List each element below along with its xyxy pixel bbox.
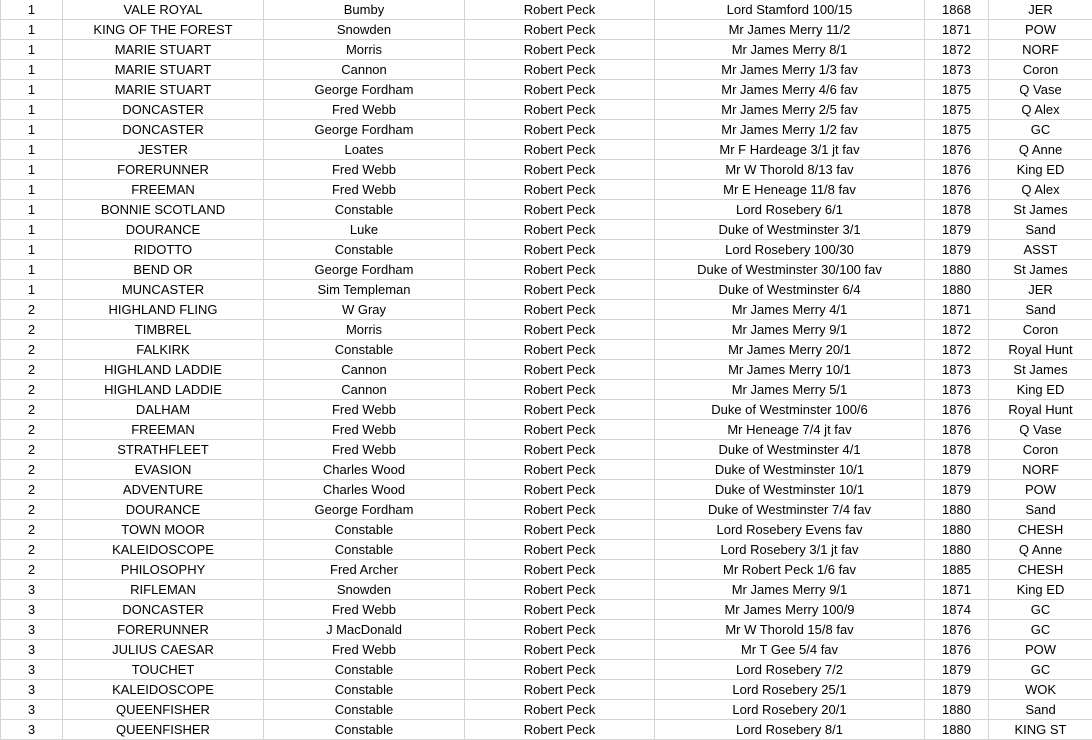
owner-odds-cell[interactable]: Mr James Merry 1/3 fav (655, 60, 925, 80)
race-cell[interactable]: St James (989, 260, 1092, 280)
year-cell[interactable]: 1874 (925, 600, 989, 620)
trainer-cell[interactable]: Robert Peck (465, 260, 655, 280)
table-row (1, 680, 1092, 700)
owner-odds-cell[interactable]: Lord Rosebery 25/1 (655, 680, 925, 700)
year-cell[interactable]: 1878 (925, 440, 989, 460)
year-cell[interactable]: 1875 (925, 120, 989, 140)
year-cell[interactable]: 1880 (925, 280, 989, 300)
race-cell[interactable]: St James (989, 360, 1092, 380)
horse-cell[interactable]: FALKIRK (63, 340, 264, 360)
race-cell[interactable]: Royal Hunt (989, 340, 1092, 360)
race-cell[interactable]: King ED (989, 580, 1092, 600)
race-cell[interactable]: KING ST (989, 720, 1092, 740)
position-cell[interactable]: 1 (1, 220, 63, 240)
owner-odds-cell[interactable]: Lord Rosebery 20/1 (655, 700, 925, 720)
jockey-cell[interactable]: Fred Webb (264, 160, 465, 180)
race-cell[interactable]: GC (989, 120, 1092, 140)
position-cell[interactable]: 2 (1, 480, 63, 500)
position-cell[interactable]: 1 (1, 260, 63, 280)
table-row (1, 160, 1092, 180)
table-row (1, 480, 1092, 500)
table-row (1, 300, 1092, 320)
owner-odds-cell[interactable]: Mr James Merry 4/6 fav (655, 80, 925, 100)
horse-cell[interactable]: DONCASTER (63, 600, 264, 620)
position-cell[interactable]: 2 (1, 320, 63, 340)
year-cell[interactable]: 1871 (925, 20, 989, 40)
year-cell[interactable]: 1875 (925, 100, 989, 120)
jockey-cell[interactable]: Morris (264, 320, 465, 340)
owner-odds-cell[interactable]: Duke of Westminster 30/100 fav (655, 260, 925, 280)
jockey-cell[interactable]: Constable (264, 720, 465, 740)
jockey-cell[interactable]: Fred Webb (264, 100, 465, 120)
year-cell[interactable]: 1872 (925, 340, 989, 360)
jockey-cell[interactable]: Constable (264, 520, 465, 540)
horse-cell[interactable]: EVASION (63, 460, 264, 480)
jockey-cell[interactable]: Constable (264, 540, 465, 560)
owner-odds-cell[interactable]: Lord Rosebery Evens fav (655, 520, 925, 540)
owner-odds-cell[interactable]: Mr W Thorold 8/13 fav (655, 160, 925, 180)
jockey-cell[interactable]: Constable (264, 660, 465, 680)
table-row (1, 520, 1092, 540)
owner-odds-cell[interactable]: Mr James Merry 10/1 (655, 360, 925, 380)
trainer-cell[interactable]: Robert Peck (465, 680, 655, 700)
position-cell[interactable]: 1 (1, 180, 63, 200)
race-cell[interactable]: Sand (989, 500, 1092, 520)
year-cell[interactable]: 1871 (925, 300, 989, 320)
horse-cell[interactable]: FORERUNNER (63, 620, 264, 640)
race-cell[interactable]: Royal Hunt (989, 400, 1092, 420)
horse-cell[interactable]: KING OF THE FOREST (63, 20, 264, 40)
owner-odds-cell[interactable]: Lord Rosebery 6/1 (655, 200, 925, 220)
position-cell[interactable]: 1 (1, 100, 63, 120)
year-cell[interactable]: 1879 (925, 480, 989, 500)
horse-cell[interactable]: MARIE STUART (63, 60, 264, 80)
table-row (1, 240, 1092, 260)
horse-cell[interactable]: QUEENFISHER (63, 700, 264, 720)
horse-cell[interactable]: BONNIE SCOTLAND (63, 200, 264, 220)
owner-odds-cell[interactable]: Mr W Thorold 15/8 fav (655, 620, 925, 640)
position-cell[interactable]: 3 (1, 620, 63, 640)
trainer-cell[interactable]: Robert Peck (465, 200, 655, 220)
table-row (1, 120, 1092, 140)
race-cell[interactable]: Sand (989, 220, 1092, 240)
trainer-cell[interactable]: Robert Peck (465, 160, 655, 180)
race-cell[interactable]: Q Vase (989, 80, 1092, 100)
year-cell[interactable]: 1879 (925, 660, 989, 680)
year-cell[interactable]: 1880 (925, 520, 989, 540)
horse-cell[interactable]: HIGHLAND FLING (63, 300, 264, 320)
owner-odds-cell[interactable]: Lord Stamford 100/15 (655, 0, 925, 20)
year-cell[interactable]: 1876 (925, 400, 989, 420)
trainer-cell[interactable]: Robert Peck (465, 560, 655, 580)
horse-cell[interactable]: DALHAM (63, 400, 264, 420)
table-row (1, 360, 1092, 380)
trainer-cell[interactable]: Robert Peck (465, 80, 655, 100)
year-cell[interactable]: 1876 (925, 420, 989, 440)
owner-odds-cell[interactable]: Lord Rosebery 100/30 (655, 240, 925, 260)
trainer-cell[interactable]: Robert Peck (465, 400, 655, 420)
year-cell[interactable]: 1876 (925, 180, 989, 200)
table-row (1, 600, 1092, 620)
race-cell[interactable]: JER (989, 280, 1092, 300)
owner-odds-cell[interactable]: Duke of Westminster 10/1 (655, 460, 925, 480)
owner-odds-cell[interactable]: Lord Rosebery 8/1 (655, 720, 925, 740)
position-cell[interactable]: 3 (1, 680, 63, 700)
table-row (1, 620, 1092, 640)
year-cell[interactable]: 1876 (925, 620, 989, 640)
trainer-cell[interactable]: Robert Peck (465, 220, 655, 240)
race-cell[interactable]: Q Alex (989, 180, 1092, 200)
race-cell[interactable]: CHESH (989, 560, 1092, 580)
owner-odds-cell[interactable]: Mr James Merry 9/1 (655, 320, 925, 340)
trainer-cell[interactable]: Robert Peck (465, 340, 655, 360)
trainer-cell[interactable]: Robert Peck (465, 320, 655, 340)
trainer-cell[interactable]: Robert Peck (465, 420, 655, 440)
jockey-cell[interactable]: Snowden (264, 20, 465, 40)
jockey-cell[interactable]: Cannon (264, 60, 465, 80)
trainer-cell[interactable]: Robert Peck (465, 600, 655, 620)
trainer-cell[interactable]: Robert Peck (465, 440, 655, 460)
owner-odds-cell[interactable]: Duke of Westminster 3/1 (655, 220, 925, 240)
owner-odds-cell[interactable]: Mr James Merry 9/1 (655, 580, 925, 600)
horse-cell[interactable]: ADVENTURE (63, 480, 264, 500)
jockey-cell[interactable]: Luke (264, 220, 465, 240)
owner-odds-cell[interactable]: Mr James Merry 5/1 (655, 380, 925, 400)
trainer-cell[interactable]: Robert Peck (465, 480, 655, 500)
race-cell[interactable]: Q Alex (989, 100, 1092, 120)
year-cell[interactable]: 1872 (925, 40, 989, 60)
trainer-cell[interactable]: Robert Peck (465, 120, 655, 140)
year-cell[interactable]: 1876 (925, 640, 989, 660)
race-cell[interactable]: Coron (989, 440, 1092, 460)
owner-odds-cell[interactable]: Mr James Merry 1/2 fav (655, 120, 925, 140)
table-row (1, 500, 1092, 520)
owner-odds-cell[interactable]: Mr F Hardeage 3/1 jt fav (655, 140, 925, 160)
horse-cell[interactable]: FORERUNNER (63, 160, 264, 180)
table-row (1, 140, 1092, 160)
year-cell[interactable]: 1879 (925, 460, 989, 480)
position-cell[interactable]: 2 (1, 340, 63, 360)
trainer-cell[interactable]: Robert Peck (465, 360, 655, 380)
horse-cell[interactable]: PHILOSOPHY (63, 560, 264, 580)
jockey-cell[interactable]: Constable (264, 240, 465, 260)
position-cell[interactable]: 2 (1, 360, 63, 380)
horse-cell[interactable]: TOWN MOOR (63, 520, 264, 540)
trainer-cell[interactable]: Robert Peck (465, 500, 655, 520)
position-cell[interactable]: 1 (1, 240, 63, 260)
position-cell[interactable]: 3 (1, 720, 63, 740)
position-cell[interactable]: 3 (1, 700, 63, 720)
trainer-cell[interactable]: Robert Peck (465, 580, 655, 600)
race-cell[interactable]: CHESH (989, 520, 1092, 540)
race-cell[interactable]: JER (989, 0, 1092, 20)
race-cell[interactable]: Q Anne (989, 540, 1092, 560)
owner-odds-cell[interactable]: Lord Rosebery 3/1 jt fav (655, 540, 925, 560)
trainer-cell[interactable]: Robert Peck (465, 280, 655, 300)
jockey-cell[interactable]: Loates (264, 140, 465, 160)
horse-cell[interactable]: MARIE STUART (63, 40, 264, 60)
horse-cell[interactable]: KALEIDOSCOPE (63, 540, 264, 560)
horse-cell[interactable]: VALE ROYAL (63, 0, 264, 20)
table-row (1, 60, 1092, 80)
jockey-cell[interactable]: Fred Webb (264, 640, 465, 660)
position-cell[interactable]: 2 (1, 440, 63, 460)
jockey-cell[interactable]: Constable (264, 200, 465, 220)
owner-odds-cell[interactable]: Mr James Merry 8/1 (655, 40, 925, 60)
jockey-cell[interactable]: J MacDonald (264, 620, 465, 640)
owner-odds-cell[interactable]: Mr James Merry 100/9 (655, 600, 925, 620)
race-cell[interactable]: POW (989, 640, 1092, 660)
owner-odds-cell[interactable]: Duke of Westminster 4/1 (655, 440, 925, 460)
jockey-cell[interactable]: Charles Wood (264, 460, 465, 480)
position-cell[interactable]: 1 (1, 40, 63, 60)
jockey-cell[interactable]: Charles Wood (264, 480, 465, 500)
race-cell[interactable]: GC (989, 600, 1092, 620)
trainer-cell[interactable]: Robert Peck (465, 620, 655, 640)
table-row (1, 460, 1092, 480)
year-cell[interactable]: 1873 (925, 360, 989, 380)
table-row (1, 700, 1092, 720)
position-cell[interactable]: 1 (1, 80, 63, 100)
position-cell[interactable]: 1 (1, 280, 63, 300)
trainer-cell[interactable]: Robert Peck (465, 660, 655, 680)
position-cell[interactable]: 3 (1, 580, 63, 600)
jockey-cell[interactable]: Snowden (264, 580, 465, 600)
horse-cell[interactable]: KALEIDOSCOPE (63, 680, 264, 700)
horse-cell[interactable]: MARIE STUART (63, 80, 264, 100)
owner-odds-cell[interactable]: Duke of Westminster 6/4 (655, 280, 925, 300)
horse-cell[interactable]: RIDOTTO (63, 240, 264, 260)
trainer-cell[interactable]: Robert Peck (465, 20, 655, 40)
trainer-cell[interactable]: Robert Peck (465, 40, 655, 60)
race-cell[interactable]: ASST (989, 240, 1092, 260)
trainer-cell[interactable]: Robert Peck (465, 700, 655, 720)
position-cell[interactable]: 2 (1, 400, 63, 420)
race-cell[interactable]: POW (989, 20, 1092, 40)
owner-odds-cell[interactable]: Duke of Westminster 10/1 (655, 480, 925, 500)
race-cell[interactable]: Q Vase (989, 420, 1092, 440)
race-cell[interactable]: Coron (989, 60, 1092, 80)
year-cell[interactable]: 1885 (925, 560, 989, 580)
jockey-cell[interactable]: Constable (264, 680, 465, 700)
race-cell[interactable]: Sand (989, 300, 1092, 320)
position-cell[interactable]: 3 (1, 640, 63, 660)
table-row (1, 100, 1092, 120)
table-row (1, 420, 1092, 440)
year-cell[interactable]: 1880 (925, 260, 989, 280)
jockey-cell[interactable]: Fred Webb (264, 420, 465, 440)
table-row (1, 80, 1092, 100)
position-cell[interactable]: 1 (1, 20, 63, 40)
year-cell[interactable]: 1879 (925, 240, 989, 260)
jockey-cell[interactable]: Bumby (264, 0, 465, 20)
table-row (1, 220, 1092, 240)
horse-cell[interactable]: JESTER (63, 140, 264, 160)
year-cell[interactable]: 1879 (925, 220, 989, 240)
jockey-cell[interactable]: Fred Webb (264, 400, 465, 420)
year-cell[interactable]: 1880 (925, 700, 989, 720)
jockey-cell[interactable]: Fred Archer (264, 560, 465, 580)
race-cell[interactable]: Q Anne (989, 140, 1092, 160)
trainer-cell[interactable]: Robert Peck (465, 720, 655, 740)
horse-cell[interactable]: BEND OR (63, 260, 264, 280)
table-row (1, 260, 1092, 280)
jockey-cell[interactable]: Sim Templeman (264, 280, 465, 300)
jockey-cell[interactable]: George Fordham (264, 500, 465, 520)
horse-cell[interactable]: HIGHLAND LADDIE (63, 360, 264, 380)
horse-cell[interactable]: HIGHLAND LADDIE (63, 380, 264, 400)
horse-cell[interactable]: DONCASTER (63, 100, 264, 120)
race-cell[interactable]: NORF (989, 460, 1092, 480)
position-cell[interactable]: 2 (1, 520, 63, 540)
race-cell[interactable]: Sand (989, 700, 1092, 720)
year-cell[interactable]: 1876 (925, 160, 989, 180)
owner-odds-cell[interactable]: Duke of Westminster 100/6 (655, 400, 925, 420)
year-cell[interactable]: 1875 (925, 80, 989, 100)
race-cell[interactable]: POW (989, 480, 1092, 500)
owner-odds-cell[interactable]: Duke of Westminster 7/4 fav (655, 500, 925, 520)
horse-cell[interactable]: STRATHFLEET (63, 440, 264, 460)
trainer-cell[interactable]: Robert Peck (465, 300, 655, 320)
table-row (1, 720, 1092, 740)
jockey-cell[interactable]: Fred Webb (264, 600, 465, 620)
trainer-cell[interactable]: Robert Peck (465, 140, 655, 160)
horse-cell[interactable]: FREEMAN (63, 180, 264, 200)
table-row (1, 380, 1092, 400)
table-row (1, 200, 1092, 220)
race-cell[interactable]: King ED (989, 380, 1092, 400)
horse-cell[interactable]: DONCASTER (63, 120, 264, 140)
owner-odds-cell[interactable]: Mr T Gee 5/4 fav (655, 640, 925, 660)
table-row (1, 40, 1092, 60)
year-cell[interactable]: 1871 (925, 580, 989, 600)
owner-odds-cell[interactable]: Mr E Heneage 11/8 fav (655, 180, 925, 200)
position-cell[interactable]: 1 (1, 140, 63, 160)
position-cell[interactable]: 1 (1, 120, 63, 140)
year-cell[interactable]: 1873 (925, 60, 989, 80)
trainer-cell[interactable]: Robert Peck (465, 380, 655, 400)
position-cell[interactable]: 2 (1, 460, 63, 480)
trainer-cell[interactable]: Robert Peck (465, 60, 655, 80)
trainer-cell[interactable]: Robert Peck (465, 640, 655, 660)
jockey-cell[interactable]: Fred Webb (264, 440, 465, 460)
table-row (1, 400, 1092, 420)
year-cell[interactable]: 1880 (925, 720, 989, 740)
year-cell[interactable]: 1872 (925, 320, 989, 340)
jockey-cell[interactable]: George Fordham (264, 120, 465, 140)
trainer-cell[interactable]: Robert Peck (465, 100, 655, 120)
year-cell[interactable]: 1873 (925, 380, 989, 400)
year-cell[interactable]: 1880 (925, 500, 989, 520)
owner-odds-cell[interactable]: Lord Rosebery 7/2 (655, 660, 925, 680)
year-cell[interactable]: 1879 (925, 680, 989, 700)
year-cell[interactable]: 1880 (925, 540, 989, 560)
horse-cell[interactable]: FREEMAN (63, 420, 264, 440)
jockey-cell[interactable]: George Fordham (264, 80, 465, 100)
jockey-cell[interactable]: Cannon (264, 380, 465, 400)
spreadsheet-body (1, 0, 1092, 740)
position-cell[interactable]: 2 (1, 540, 63, 560)
jockey-cell[interactable]: Constable (264, 700, 465, 720)
trainer-cell[interactable]: Robert Peck (465, 540, 655, 560)
position-cell[interactable]: 2 (1, 420, 63, 440)
trainer-cell[interactable]: Robert Peck (465, 240, 655, 260)
race-cell[interactable]: GC (989, 620, 1092, 640)
jockey-cell[interactable]: Constable (264, 340, 465, 360)
table-row (1, 180, 1092, 200)
trainer-cell[interactable]: Robert Peck (465, 520, 655, 540)
year-cell[interactable]: 1868 (925, 0, 989, 20)
owner-odds-cell[interactable]: Mr James Merry 2/5 fav (655, 100, 925, 120)
position-cell[interactable]: 3 (1, 660, 63, 680)
horse-cell[interactable]: DOURANCE (63, 500, 264, 520)
horse-cell[interactable]: MUNCASTER (63, 280, 264, 300)
horse-cell[interactable]: TOUCHET (63, 660, 264, 680)
position-cell[interactable]: 1 (1, 160, 63, 180)
owner-odds-cell[interactable]: Mr Heneage 7/4 jt fav (655, 420, 925, 440)
table-row (1, 320, 1092, 340)
owner-odds-cell[interactable]: Mr James Merry 20/1 (655, 340, 925, 360)
jockey-cell[interactable]: Cannon (264, 360, 465, 380)
owner-odds-cell[interactable]: Mr James Merry 11/2 (655, 20, 925, 40)
horse-cell[interactable]: DOURANCE (63, 220, 264, 240)
table-row (1, 540, 1092, 560)
trainer-cell[interactable]: Robert Peck (465, 460, 655, 480)
position-cell[interactable]: 2 (1, 380, 63, 400)
position-cell[interactable]: 2 (1, 300, 63, 320)
race-cell[interactable]: Coron (989, 320, 1092, 340)
table-row (1, 560, 1092, 580)
table-row (1, 0, 1092, 20)
race-cell[interactable]: King ED (989, 160, 1092, 180)
race-cell[interactable]: NORF (989, 40, 1092, 60)
position-cell[interactable]: 1 (1, 0, 63, 20)
race-cell[interactable]: GC (989, 660, 1092, 680)
horse-cell[interactable]: RIFLEMAN (63, 580, 264, 600)
race-cell[interactable]: WOK (989, 680, 1092, 700)
year-cell[interactable]: 1878 (925, 200, 989, 220)
table-row (1, 20, 1092, 40)
table-row (1, 440, 1092, 460)
horse-cell[interactable]: JULIUS CAESAR (63, 640, 264, 660)
table-row (1, 580, 1092, 600)
horse-cell[interactable]: TIMBREL (63, 320, 264, 340)
position-cell[interactable]: 2 (1, 500, 63, 520)
jockey-cell[interactable]: Fred Webb (264, 180, 465, 200)
owner-odds-cell[interactable]: Mr Robert Peck 1/6 fav (655, 560, 925, 580)
jockey-cell[interactable]: George Fordham (264, 260, 465, 280)
table-row (1, 660, 1092, 680)
position-cell[interactable]: 1 (1, 60, 63, 80)
table-row (1, 280, 1092, 300)
table-row (1, 640, 1092, 660)
position-cell[interactable]: 2 (1, 560, 63, 580)
owner-odds-cell[interactable]: Mr James Merry 4/1 (655, 300, 925, 320)
position-cell[interactable]: 3 (1, 600, 63, 620)
race-cell[interactable]: St James (989, 200, 1092, 220)
jockey-cell[interactable]: Morris (264, 40, 465, 60)
year-cell[interactable]: 1876 (925, 140, 989, 160)
position-cell[interactable]: 1 (1, 200, 63, 220)
table-row (1, 340, 1092, 360)
trainer-cell[interactable]: Robert Peck (465, 0, 655, 20)
horse-cell[interactable]: QUEENFISHER (63, 720, 264, 740)
jockey-cell[interactable]: W Gray (264, 300, 465, 320)
trainer-cell[interactable]: Robert Peck (465, 180, 655, 200)
